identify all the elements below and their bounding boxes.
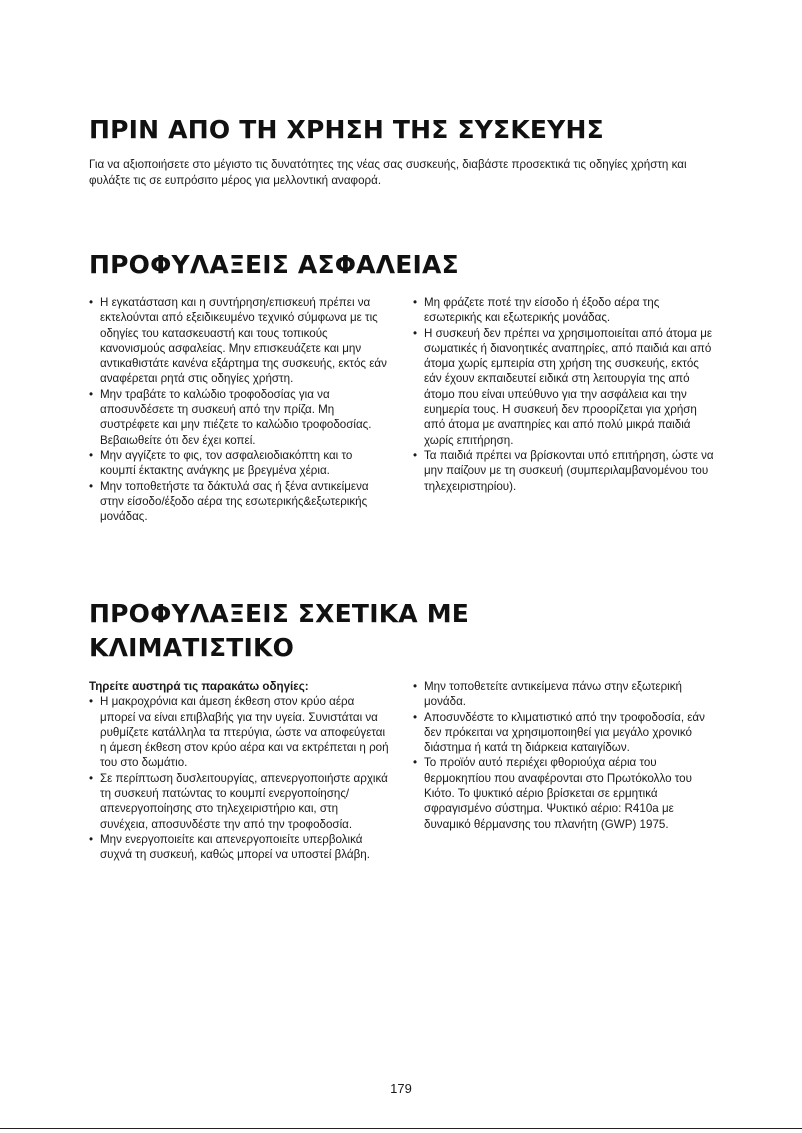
footer-divider	[0, 1128, 802, 1129]
aircon-left-column	[89, 679, 389, 863]
list-item: • Η μακροχρόνια και άμεση έκθεση στον κρύο αέρα μπορεί να είναι επιβλαβής για την υγεία. Συνιστάται να ρυθμίζετε κατάλληλα τα πτερύγια, ώστε να αποφεύγεται η άμεση έκθεση στον κρύο αέρα και να εκτρέπεται η ροή του στο δωμάτιο.	[89, 694, 389, 770]
safety-right-list	[413, 295, 715, 494]
list-item: • Τα παιδιά πρέπει να βρίσκονται υπό επιτήρηση, ώστε να μην παίζουν με τη συσκευή (συμπεριλαμβανομένου του τηλεχειριστηρίου).	[413, 448, 715, 494]
safety-title: ΠΡΟΦΥΛΑΞΕΙΣ ΑΣΦΑΛΕΙΑΣ	[89, 250, 459, 279]
safety-right-column	[413, 295, 715, 494]
aircon-left-list	[89, 694, 389, 862]
intro-title: ΠΡΙΝ ΑΠΟ ΤΗ ΧΡΗΣΗ ΤΗΣ ΣΥΣΚΕΥΗΣ	[89, 115, 604, 144]
aircon-title-line2: ΚΛΙΜΑΤΙΣΤΙΚΟ	[89, 633, 295, 662]
list-item: • Μην τραβάτε το καλώδιο τροφοδοσίας για να αποσυνδέσετε τη συσκευή από την πρίζα. Μη συστρέφετε και μην πιέζετε το καλώδιο τροφοδοσίας. Βεβαιωθείτε ότι δεν έχει κοπεί.	[89, 387, 389, 448]
list-item: • Μη φράζετε ποτέ την είσοδο ή έξοδο αέρα της εσωτερικής και εξωτερικής μονάδας.	[413, 295, 715, 326]
aircon-right-column	[413, 679, 715, 832]
list-item: • Αποσυνδέστε το κλιματιστικό από την τροφοδοσία, εάν δεν πρόκειται να χρησιμοποιηθεί για μεγάλο χρονικό διάστημα ή κατά τη διάρκεια καταιγίδων.	[413, 710, 715, 756]
aircon-title-line1: ΠΡΟΦΥΛΑΞΕΙΣ ΣΧΕΤΙΚΑ ΜΕ	[89, 599, 470, 628]
list-item: • Μην αγγίζετε το φις, τον ασφαλειοδιακόπτη και το κουμπί έκτακτης ανάγκης με βρεγμένα χέρια.	[89, 448, 389, 479]
list-item: • Η εγκατάσταση και η συντήρηση/επισκευή πρέπει να εκτελούνται από εξειδικευμένο τεχνικό σύμφωνα με τις οδηγίες του κατασκευαστή και τους τοπικούς κανονισμούς ασφαλείας. Μην επισκευάζετε και μην αντικαθιστάτε κανένα εξάρτημα της συσκευής, εκτός εάν αναφέρεται ρητά στις οδηγίες χρήστη.	[89, 295, 389, 387]
safety-left-list	[89, 295, 389, 524]
list-item: • Μην τοποθετήστε τα δάκτυλά σας ή ξένα αντικείμενα στην είσοδο/έξοδο αέρα της εσωτερικής&εξωτερικής μονάδας.	[89, 479, 389, 525]
list-item: • Η συσκευή δεν πρέπει να χρησιμοποιείται από άτομα με σωματικές ή διανοητικές αναπηρίες, από παιδιά και από άτομα χωρίς εμπειρία στη χρήση της συσκευής, εκτός εάν έχουν εκπαιδευτεί ειδικά στη λειτουργία της από άτομο που είναι υπεύθυνο για την ασφάλεια και την ευημερία τους. Η συσκευή δεν προορίζεται για χρήση από άτομα με αναπηρίες και από πολύ μικρά παιδιά χωρίς επιτήρηση.	[413, 326, 715, 448]
safety-left-column	[89, 295, 389, 524]
page-number: 179	[390, 1081, 412, 1096]
aircon-right-list	[413, 679, 715, 832]
list-item: • Μην τοποθετείτε αντικείμενα πάνω στην εξωτερική μονάδα.	[413, 679, 715, 710]
list-item: • Σε περίπτωση δυσλειτουργίας, απενεργοποιήστε αρχικά τη συσκευή πατώντας το κουμπί ενεργοποίησης/απενεργοποίησης στο τηλεχειριστήριο και, στη συνέχεια, αποσυνδέστε την από την τροφοδοσία.	[89, 771, 389, 832]
list-item: • Το προϊόν αυτό περιέχει φθοριούχα αέρια του θερμοκηπίου που αναφέρονται στο Πρωτόκολλο του Κιότο. Το ψυκτικό αέριο βρίσκεται σε ερμητικά σφραγισμένο σύστημα. Ψυκτικό αέριο: R410a με δυναμικό θέρμανσης του πλανήτη (GWP) 1975.	[413, 755, 715, 831]
list-item: • Μην ενεργοποιείτε και απενεργοποιείτε υπερβολικά συχνά τη συσκευή, καθώς μπορεί να υποστεί βλάβη.	[89, 832, 389, 863]
aircon-lead: Τηρείτε αυστηρά τις παρακάτω οδηγίες:	[89, 680, 309, 693]
intro-text: Για να αξιοποιήσετε στο μέγιστο τις δυνατότητες της νέας σας συσκευής, διαβάστε προσεκτικά τις οδηγίες χρήστη και φυλάξτε τις σε ευπρόσιτο μέρος για μελλοντική αναφορά.	[89, 158, 687, 187]
